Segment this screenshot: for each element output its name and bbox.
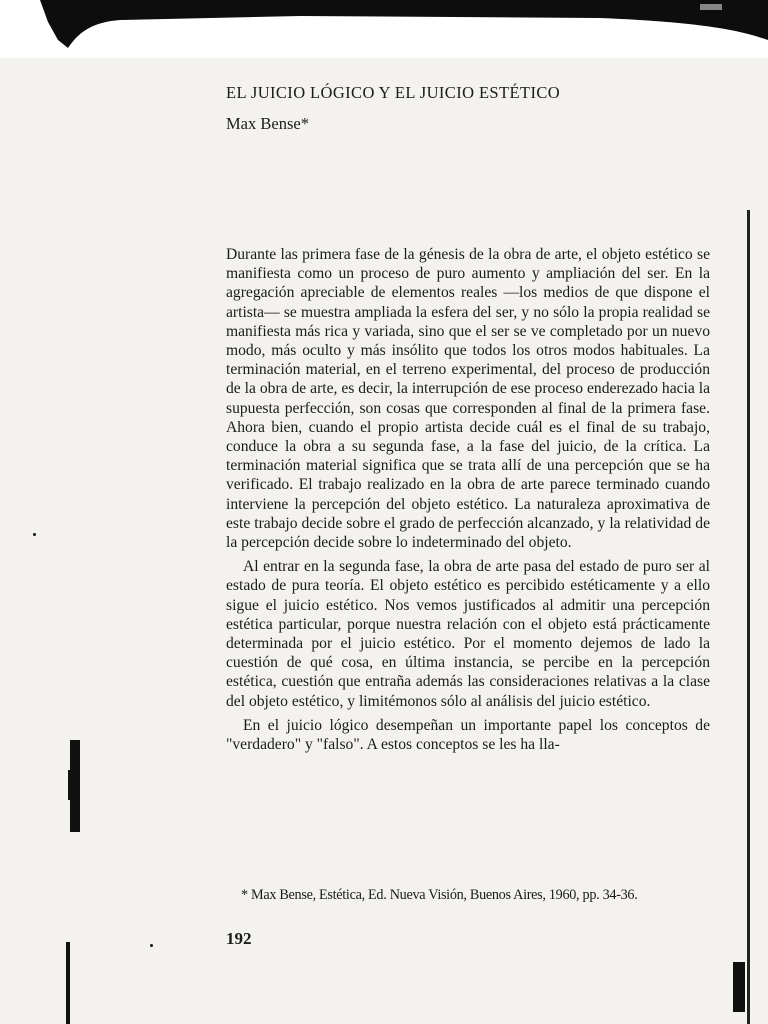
paragraph-3: En el juicio lógico desempeñan un importante papel los conceptos de "verdadero" y "falso". A estos conceptos se les ha lla- [226,716,710,754]
scan-speck [150,944,153,947]
footnote: * Max Bense, Estética, Ed. Nueva Visión, Buenos Aires, 1960, pp. 34-36. [241,887,638,903]
binding-shadow [733,962,745,1012]
binding-shadow [68,770,72,800]
article-author: Max Bense* [226,114,309,133]
paragraph-2: Al entrar en la segunda fase, la obra de arte pasa del estado de puro ser al estado de pura teoría. El objeto estético es percibido estéticamente y a ello sigue el juicio estético. Nos vemos justificados al admitir una percepción estética particular, porque nuestra relación con el objeto está prácticamente determinada por el juicio estético. Por el momento dejemos de lado la cuestión de qué cosa, en última instancia, se percibe en la percepción estética, cuestión que entraña además las consideraciones relativas a la clase del objeto estético, y limitémonos sólo al análisis del juicio estético. [226,558,710,710]
article-body [226,245,710,759]
article-title: EL JUICIO LÓGICO Y EL JUICIO ESTÉTICO [226,83,561,102]
page-edge-line [747,210,750,1024]
binding-shadow [66,942,70,1024]
page-number: 192 [226,929,252,948]
paragraph-1: Durante las primera fase de la génesis de la obra de arte, el objeto estético se manifiesta como un proceso de puro aumento y ampliación del ser. En la agregación apreciable de elementos reales —los medios de que dispone el artista— se muestra ampliada la esfera del ser, y no sólo la propia realidad se manifiesta más rica y variada, sino que el ser se ve completado por un nuevo modo, más oculto y más insólito que todos los otros modos habituales. La terminación material, en el terreno experimental, del proceso de producción de la obra de arte, es decir, la interrupción de ese proceso enderezado hacia la supuesta perfección, son cosas que corresponden al final de la primera fase. Ahora bien, cuando el propio artista decide cuál es el final de su trabajo, conduce la obra a su segunda fase, a la fase del juicio, de la crítica. La terminación material significa que se trata allí de una percepción que se ha verificado. El trabajo realizado en la obra de arte parece terminado cuando interviene la percepción del objeto estético. La naturaleza aproximativa de este trabajo decide sobre el grado de perfección alcanzado, y la relatividad de la percepción decide sobre lo indeterminado del objeto. [226,246,710,552]
scan-speck [33,533,36,536]
